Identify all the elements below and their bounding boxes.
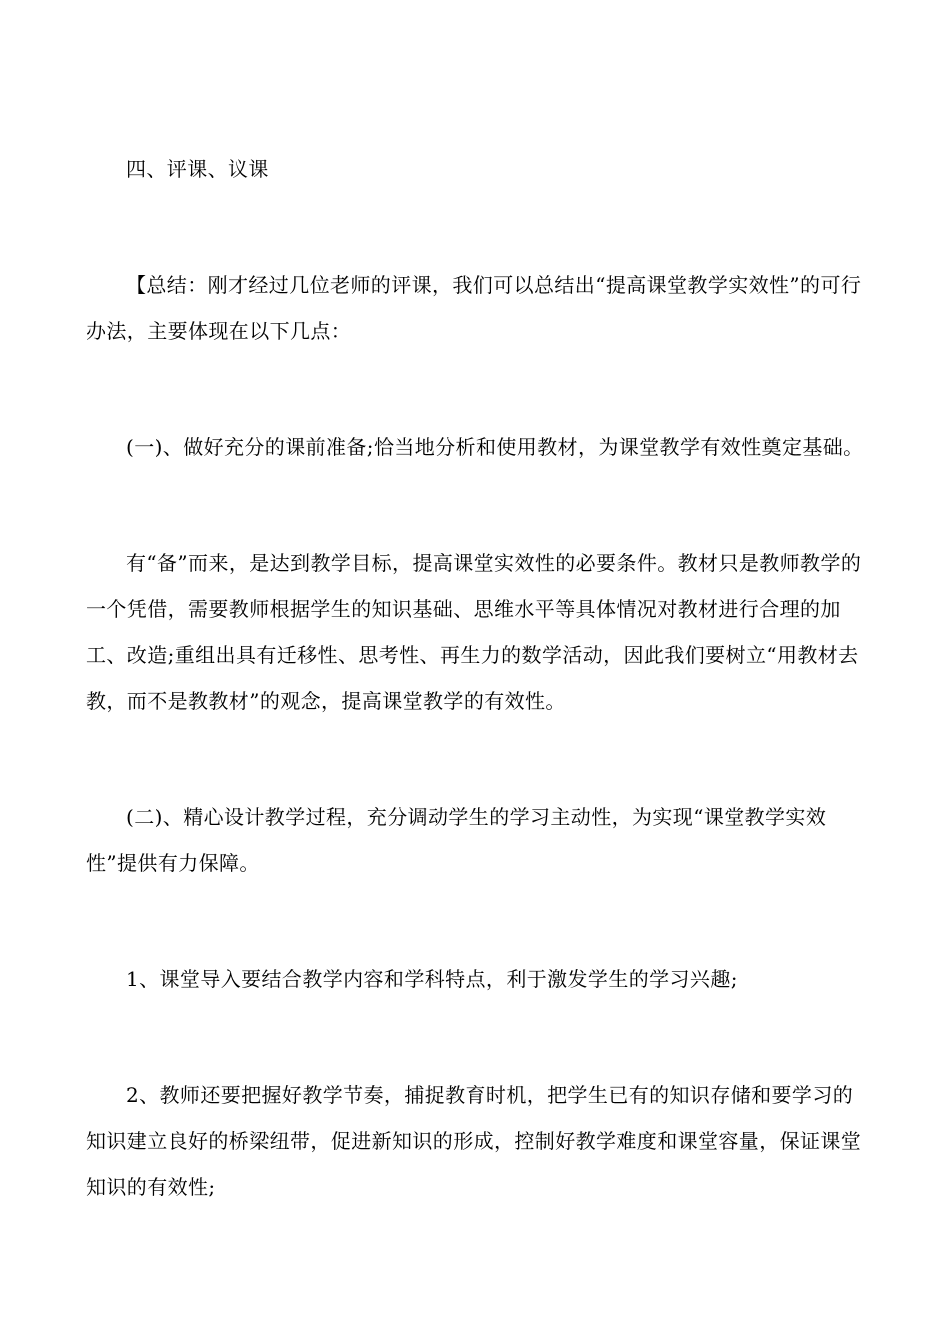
point-two-paragraph: (二)、精心设计教学过程，充分调动学生的学习主动性，为实现“课堂教学实效性”提供有力保障。 <box>86 805 827 875</box>
section-heading: 四、评课、议课 <box>126 157 269 181</box>
point-one-paragraph: (一)、做好充分的课前准备;恰当地分析和使用教材，为课堂教学有效性奠定基础。 <box>126 435 864 459</box>
summary-paragraph: 【总结：刚才经过几位老师的评课，我们可以总结出“提高课堂教学实效性”的可行办法，主要体现在以下几点： <box>86 273 862 343</box>
item-two-paragraph: 2、教师还要把握好教学节奏，捕捉教育时机，把学生已有的知识存储和要学习的知识建立良好的桥梁纽带，促进新知识的形成，控制好教学难度和课堂容量，保证课堂知识的有效性; <box>86 1083 862 1199</box>
document-body <box>86 146 870 1210</box>
item-one-paragraph: 1、课堂导入要结合教学内容和学科特点，利于激发学生的学习兴趣; <box>126 967 738 991</box>
preparation-detail-paragraph: 有“备”而来，是达到教学目标，提高课堂实效性的必要条件。教材只是教师教学的一个凭借，需要教师根据学生的知识基础、思维水平等具体情况对教材进行合理的加工、改造;重组出具有迁移性、思考性、再生力的数学活动，因此我们要树立“用教材去教，而不是教教材”的观念，提高课堂教学的有效性。 <box>86 551 862 713</box>
